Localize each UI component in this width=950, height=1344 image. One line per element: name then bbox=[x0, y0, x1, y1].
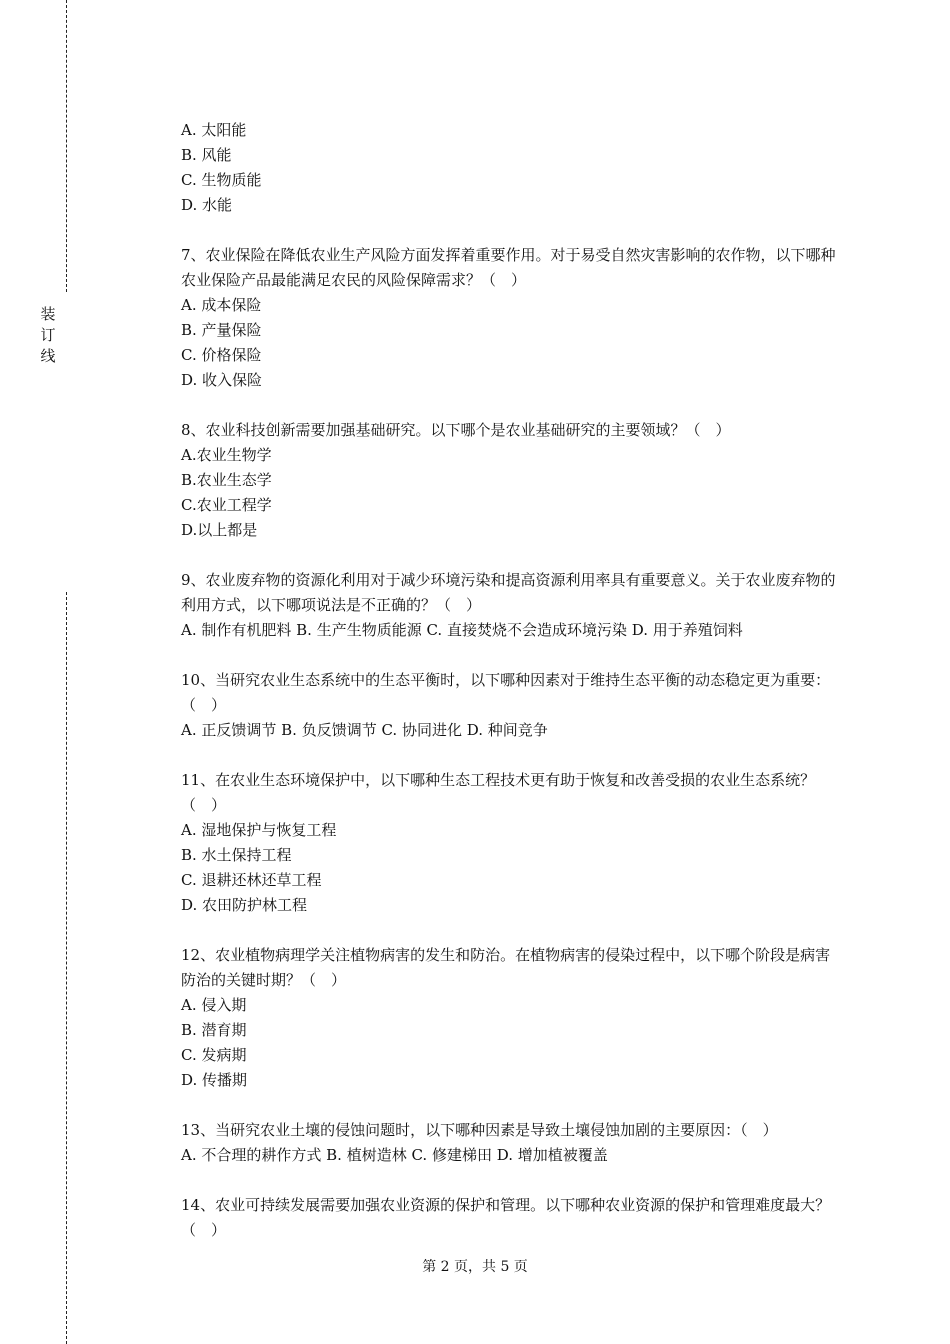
option-c: C. 生物质能 bbox=[181, 171, 262, 189]
binding-dashed-line-bottom bbox=[66, 592, 67, 1344]
question-text: 8、农业科技创新需要加强基础研究。以下哪个是农业基础研究的主要领域？（ ） bbox=[181, 421, 731, 439]
question-9 bbox=[181, 568, 841, 643]
option-b: B.农业生态学 bbox=[181, 471, 272, 489]
question-7 bbox=[181, 243, 841, 393]
question-text: 7、农业保险在降低农业生产风险方面发挥着重要作用。对于易受自然灾害影响的农作物，以下哪种农业保险产品最能满足农民的风险保障需求？（ ） bbox=[181, 246, 836, 289]
question-text: 13、当研究农业土壤的侵蚀问题时，以下哪种因素是导致土壤侵蚀加剧的主要原因：（ ） bbox=[181, 1121, 778, 1139]
question-11 bbox=[181, 768, 841, 918]
inline-options: A. 制作有机肥料 B. 生产生物质能源 C. 直接焚烧不会造成环境污染 D. 用于养殖饲料 bbox=[181, 621, 743, 639]
question-13 bbox=[181, 1118, 841, 1168]
option-b: B. 产量保险 bbox=[181, 321, 262, 339]
option-c: C. 退耕还林还草工程 bbox=[181, 871, 322, 889]
option-b: B. 水土保持工程 bbox=[181, 846, 292, 864]
page-number-footer: 第 2 页，共 5 页 bbox=[422, 1259, 528, 1275]
question-10 bbox=[181, 668, 841, 743]
option-b: B. 风能 bbox=[181, 146, 232, 164]
option-b: B. 潜育期 bbox=[181, 1021, 247, 1039]
option-c: C. 价格保险 bbox=[181, 346, 262, 364]
option-a: A. 侵入期 bbox=[181, 996, 247, 1014]
binding-char: 订 bbox=[40, 326, 56, 344]
option-d: D.以上都是 bbox=[181, 521, 258, 539]
option-d: D. 传播期 bbox=[181, 1071, 248, 1089]
binding-label bbox=[38, 304, 58, 367]
question-text: 9、农业废弃物的资源化利用对于减少环境污染和提高资源利用率具有重要意义。关于农业废弃物的利用方式，以下哪项说法是不正确的？（ ） bbox=[181, 571, 836, 614]
binding-char: 线 bbox=[40, 347, 56, 365]
option-a: A. 太阳能 bbox=[181, 121, 247, 139]
option-a: A. 湿地保护与恢复工程 bbox=[181, 821, 337, 839]
question-text: 10、当研究农业生态系统中的生态平衡时，以下哪种因素对于维持生态平衡的动态稳定更为重要：（ ） bbox=[181, 671, 831, 714]
question-14 bbox=[181, 1193, 841, 1243]
question-8 bbox=[181, 418, 841, 543]
question-6-options-continued bbox=[181, 118, 841, 218]
inline-options: A. 正反馈调节 B. 负反馈调节 C. 协同进化 D. 种间竞争 bbox=[181, 721, 548, 739]
question-12 bbox=[181, 943, 841, 1093]
option-a: A. 成本保险 bbox=[181, 296, 262, 314]
question-text: 12、农业植物病理学关注植物病害的发生和防治。在植物病害的侵染过程中，以下哪个阶段是病害防治的关键时期？（ ） bbox=[181, 946, 831, 989]
question-text: 11、在农业生态环境保护中，以下哪种生态工程技术更有助于恢复和改善受损的农业生态系统？（ ） bbox=[181, 771, 816, 814]
option-a: A.农业生物学 bbox=[181, 446, 272, 464]
inline-options: A. 不合理的耕作方式 B. 植树造林 C. 修建梯田 D. 增加植被覆盖 bbox=[181, 1146, 608, 1164]
option-c: C.农业工程学 bbox=[181, 496, 272, 514]
binding-dashed-line-top bbox=[66, 0, 67, 292]
option-d: D. 水能 bbox=[181, 196, 233, 214]
question-text: 14、农业可持续发展需要加强农业资源的保护和管理。以下哪种农业资源的保护和管理难度最大？（ ） bbox=[181, 1196, 831, 1239]
option-c: C. 发病期 bbox=[181, 1046, 247, 1064]
option-d: D. 农田防护林工程 bbox=[181, 896, 308, 914]
question-list bbox=[181, 118, 841, 1243]
option-d: D. 收入保险 bbox=[181, 371, 263, 389]
binding-char: 装 bbox=[40, 305, 56, 323]
